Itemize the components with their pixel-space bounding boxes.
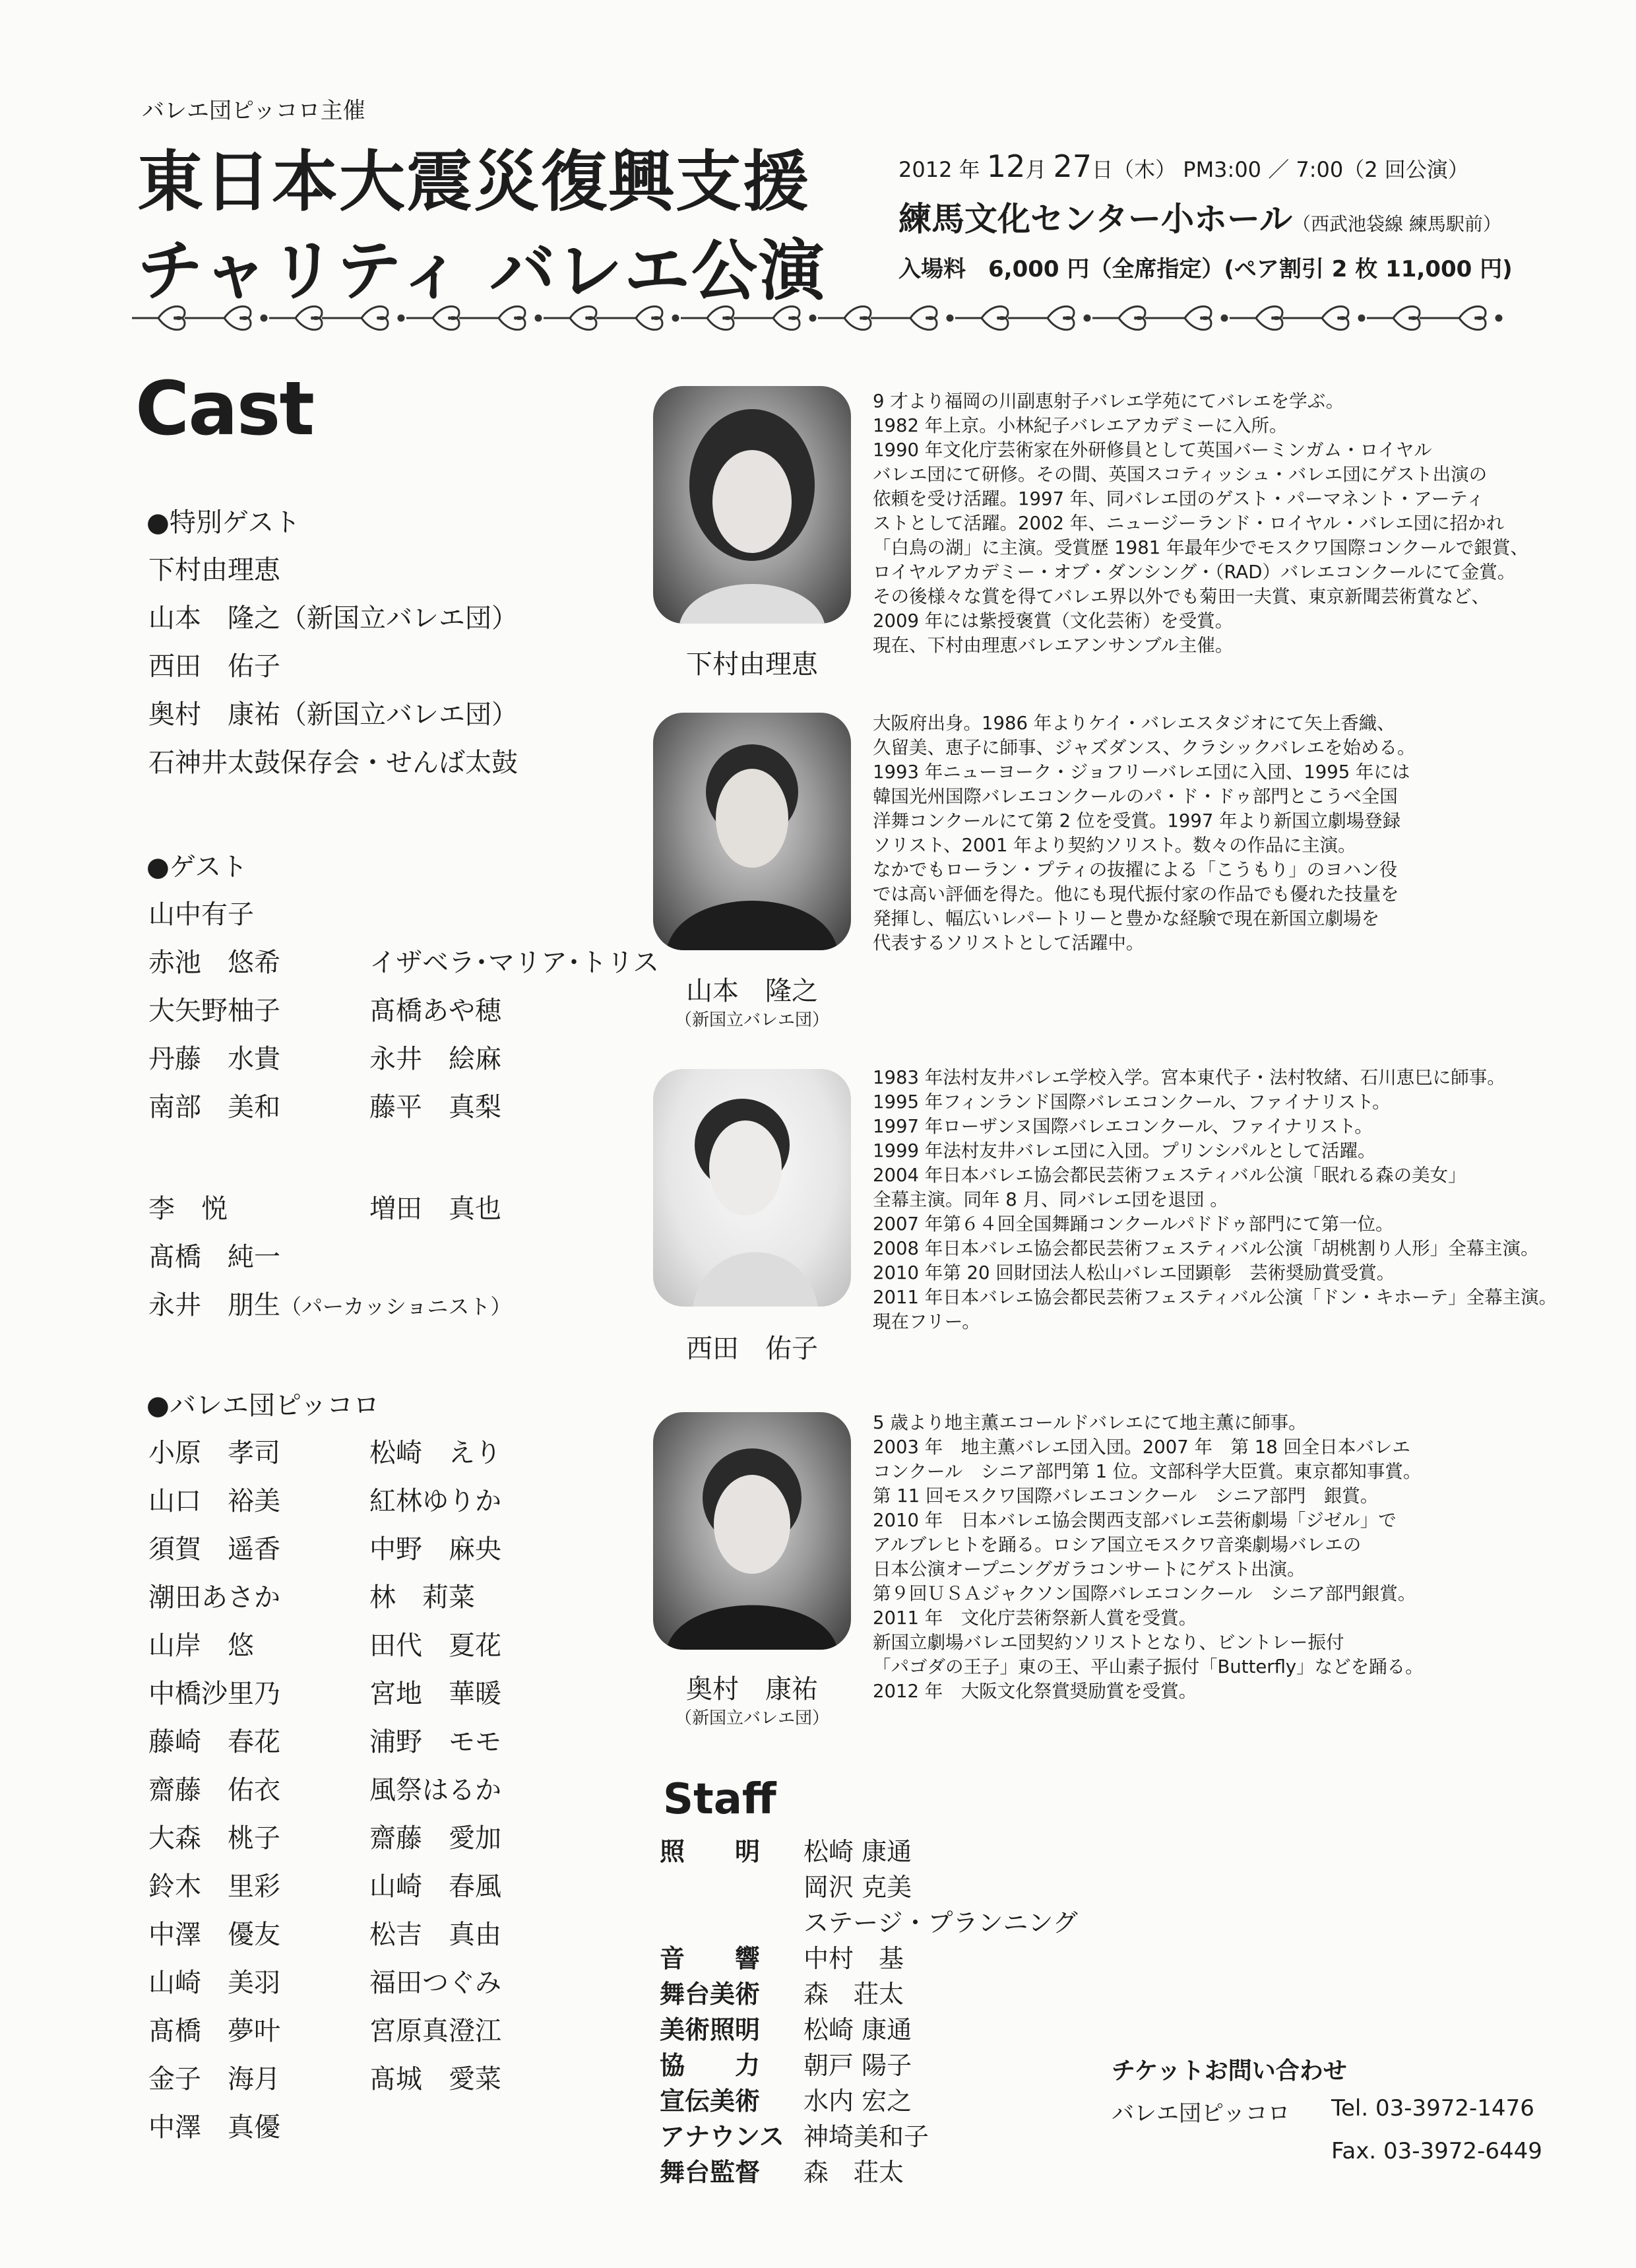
title-line-1: 東日本大震災復興支援 — [137, 143, 810, 220]
company-member-name: 宮原真澄江 — [369, 2016, 501, 2046]
date-month: 12 — [986, 148, 1026, 184]
venue-name: 練馬文化センター小ホール — [898, 200, 1292, 238]
cast-heading: Cast — [135, 366, 313, 452]
staff-role: アナウンス — [660, 2122, 784, 2151]
company-member-name: 山口 裕美 — [148, 1486, 280, 1516]
guest-name — [148, 1284, 511, 1322]
staff-role: 宣伝美術 — [660, 2087, 761, 2116]
event-price: 入場料 6,000 円（全席指定）(ペア割引 2 枚 11,000 円) — [898, 256, 1513, 282]
staff-role: 舞台監督 — [660, 2158, 761, 2187]
company-member-name: 藤崎 春花 — [148, 1727, 280, 1757]
contact-fax: Fax. 03-3972-6449 — [1331, 2138, 1542, 2164]
company-member-name: 潮田あさか — [148, 1582, 280, 1613]
company-member-name: 鈴木 里彩 — [148, 1871, 280, 1902]
profile-name: 奥村 康祐 — [686, 1674, 818, 1704]
staff-name: 森 荘太 — [803, 1980, 904, 2009]
guest-name: 赤池 悠希 — [148, 948, 280, 978]
company-member-name: 金子 海月 — [148, 2064, 280, 2094]
guest-name: 大矢野柚子 — [148, 996, 280, 1026]
profile-name: 山本 隆之 — [686, 976, 818, 1006]
company-member-name: 紅林ゆりか — [369, 1486, 501, 1516]
guest-name: 山中有子 — [148, 899, 254, 930]
company-member-name: 小原 孝司 — [148, 1438, 280, 1468]
guest-name: 増田 真也 — [369, 1194, 501, 1224]
staff-name: 水内 宏之 — [803, 2087, 912, 2116]
staff-role: 照 明 — [660, 1837, 761, 1866]
contact-tel: Tel. 03-3972-1476 — [1331, 2095, 1534, 2122]
guest-name: 髙橋あや穂 — [369, 996, 501, 1026]
company-member-name: 齋藤 愛加 — [369, 1823, 501, 1854]
profile-name: 西田 佑子 — [686, 1334, 818, 1364]
staff-role: 舞台美術 — [660, 1980, 761, 2009]
staff-role: 音 響 — [660, 1944, 761, 1973]
company-member-name: 齋藤 佑衣 — [148, 1775, 280, 1805]
company-member-name: 中橋沙里乃 — [148, 1679, 280, 1709]
special-guest-heading: ●特別ゲスト — [146, 507, 301, 538]
company-member-name: 髙城 愛菜 — [369, 2064, 501, 2094]
profile-photo-nishida — [653, 1069, 851, 1307]
guest-name: イザベラ･マリア･トリス — [369, 948, 660, 978]
special-guest-name: 下村由理恵 — [148, 555, 280, 585]
profile-name: 下村由理恵 — [686, 649, 818, 680]
date-time: （木） PM3:00 ／ 7:00（2 回公演） — [1113, 157, 1469, 182]
guest-name: 髙橋 純一 — [148, 1242, 280, 1272]
staff-name: 松崎 康通 — [803, 2015, 912, 2044]
company-member-name: 田代 夏花 — [369, 1631, 501, 1661]
company-member-name: 浦野 モモ — [369, 1727, 501, 1757]
staff-role: 美術照明 — [660, 2015, 761, 2044]
profile-photo-shimomura — [653, 386, 851, 624]
company-heading: ●バレエ団ピッコロ — [146, 1390, 380, 1421]
profile-bio: 大阪府出身。1986 年よりケイ・バレエスタジオにて矢上香織、 久留美、恵子に師事、ジャズダンス、クラシックバレエを始める。 1993 年ニューヨーク・ジョフリーバレエ団に入団、1995 年には 韓国光州国際バレエコンクールのパ・ド・ドゥ部門とこうべ全国 洋舞コンクールにて第 2 位を受賞。1997 年より新国立劇場登録 ソリスト、2001 年より契約ソリスト。数々の作品に主演。 なかでもローラン・プティの抜擢による「こうもり」のヨハン役 では高い評価を得た。他にも現代振付家の作品でも優れた技量を 発揮し、幅広いレパートリーと豊かな経験で現在新国立劇場を 代表するソリストとして活躍中。 — [873, 713, 1416, 954]
venue-access: （西武池袋線 練馬駅前） — [1292, 213, 1501, 235]
profile-bio: 1983 年法村友井バレエ学校入学。宮本東代子・法村牧緒、石川恵巳に師事。 1995 年フィンランド国際バレエコンクール、ファイナリスト。 1997 年ローザンヌ国際バレエコンクール、ファイナリスト。 1999 年法村友井バレエ団に入団。プリンシパルとして活躍。 2004 年日本バレエ協会都民芸術フェスティバル公演「眠れる森の美女」 全幕主演。同年 8 月、同バレエ団を退団 。 2007 年第６４回全国舞踊コンクールパドドゥ部門にて第一位。 2008 年日本バレエ協会都民芸術フェスティバル公演「胡桃割り人形」全幕主演。 2010 年第 20 回財団法人松山バレエ団顕彰 芸術奨励賞受賞。 2011 年日本バレエ協会都民芸術フェスティバル公演「ドン・キホーテ」全幕主演。 現在フリー。 — [873, 1067, 1557, 1332]
ornamental-divider — [132, 298, 1504, 338]
guest-name-text: 永井 朋生 — [148, 1290, 280, 1320]
profile-photo-yamamoto — [653, 713, 851, 950]
guest-heading: ●ゲスト — [146, 852, 248, 882]
staff-name: 森 荘太 — [803, 2158, 904, 2187]
profile-photo-okumura — [653, 1412, 851, 1650]
profile-affiliation: （新国立バレエ団） — [674, 1708, 829, 1728]
portrait-placeholder — [653, 386, 851, 624]
company-member-name: 髙橋 夢叶 — [148, 2016, 280, 2046]
organizer-line: バレエ団ピッコロ主催 — [142, 98, 365, 124]
company-member-name: 松崎 えり — [369, 1438, 501, 1468]
date-year: 2012 年 — [898, 157, 980, 182]
guest-name: 藤平 真梨 — [369, 1092, 501, 1122]
date-day: 27 — [1053, 148, 1092, 184]
portrait-placeholder — [653, 713, 851, 950]
special-guest-name: 西田 佑子 — [148, 651, 280, 682]
company-member-name: 中澤 優友 — [148, 1920, 280, 1950]
staff-name: 松崎 康通 — [803, 1837, 912, 1866]
company-member-name: 松吉 真由 — [369, 1920, 501, 1950]
staff-role: 協 力 — [660, 2051, 761, 2080]
title-line-2: チャリティ バレエ公演 — [137, 232, 826, 309]
staff-name: 神埼美和子 — [803, 2122, 929, 2151]
company-member-name: 福田つぐみ — [369, 1968, 501, 1998]
event-venue — [898, 193, 1501, 240]
guest-name: 丹藤 水貴 — [148, 1044, 280, 1074]
staff-name: 朝戸 陽子 — [803, 2051, 912, 2080]
guest-name: 南部 美和 — [148, 1092, 280, 1122]
percussionist-note: （パーカッショニスト） — [280, 1294, 512, 1319]
company-member-name: 山崎 春風 — [369, 1871, 501, 1902]
contact-title: チケットお問い合わせ — [1112, 2057, 1347, 2085]
staff-name: ステージ・プランニング — [803, 1908, 1078, 1937]
company-member-name: 宮地 華暖 — [369, 1679, 501, 1709]
company-member-name: 大森 桃子 — [148, 1823, 280, 1854]
staff-name: 中村 基 — [803, 1944, 904, 1973]
guest-name: 永井 絵麻 — [369, 1044, 501, 1074]
company-member-name: 中澤 真優 — [148, 2112, 280, 2143]
special-guest-name: 奥村 康祐（新国立バレエ団） — [148, 699, 518, 730]
event-date — [898, 148, 1469, 184]
profile-bio: 9 才より福岡の川副恵射子バレエ学苑にてバレエを学ぶ。 1982 年上京。小林紀子バレエアカデミーに入所。 1990 年文化庁芸術家在外研修員として英国バーミンガム・ロイヤル バレエ団にて研修。その間、英国スコティッシュ・バレエ団にゲスト出演の 依頼を受け活躍。1997 年、同バレエ団のゲスト・パーマネント・アーティ ストとして活躍。2002 年、ニュージーランド・ロイヤル・バレエ団に招かれ 「白鳥の湖」に主演。受賞歴 1981 年最年少でモスクワ国際コンクールで銀賞、 ロイヤルアカデミー・オブ・ダンシング・（RAD）バレエコンクールにて金賞。 その後様々な賞を得てバレエ界以外でも菊田一夫賞、東京新聞芸術賞など、 2009 年には紫授褒賞（文化芸術）を受賞。 現在、下村由理恵バレエアンサンブル主催。 — [873, 391, 1528, 656]
special-guest-name: 山本 隆之（新国立バレエ団） — [148, 603, 518, 633]
contact-org: バレエ団ピッコロ — [1112, 2100, 1290, 2127]
staff-name: 岡沢 克美 — [803, 1873, 912, 1902]
company-member-name: 須賀 遥香 — [148, 1534, 280, 1565]
company-member-name: 中野 麻央 — [369, 1534, 501, 1565]
portrait-placeholder — [653, 1069, 851, 1307]
special-guest-name: 石神井太鼓保存会・せんば太鼓 — [148, 748, 518, 778]
date-month-unit: 月 — [1025, 157, 1047, 182]
company-member-name: 山崎 美羽 — [148, 1968, 280, 1998]
staff-heading: Staff — [663, 1775, 776, 1824]
guest-name: 李 悦 — [148, 1194, 228, 1224]
company-member-name: 山岸 悠 — [148, 1631, 254, 1661]
company-member-name: 林 莉菜 — [369, 1582, 475, 1613]
company-member-name: 風祭はるか — [369, 1775, 501, 1805]
profile-bio: 5 歳より地主薫エコールドバレエにて地主薫に師事。 2003 年 地主薫バレエ団入団。2007 年 第 18 回全日本バレエ コンクール シニア部門第 1 位。文部科学大臣賞。東京都知事賞。 第 11 回モスクワ国際バレエコンクール シニア部門 銀賞。 2010 年 日本バレエ協会関西支部バレエ芸術劇場「ジゼル」で アルブレヒトを踊る。ロシア国立モスクワ音楽劇場バレエの 日本公演オープニングガラコンサートにゲスト出演。 第９回ＵＳＡジャクソン国際バレエコンクール シニア部門銀賞。 2011 年 文化庁芸術祭新人賞を受賞。 新国立劇場バレエ団契約ソリストとなり、ビントレー振付 「パゴダの王子」東の王、平山素子振付「Butterfly」などを踊る。 2012 年 大阪文化祭賞奨励賞を受賞。 — [873, 1412, 1424, 1702]
portrait-placeholder — [653, 1412, 851, 1650]
profile-affiliation: （新国立バレエ団） — [674, 1010, 829, 1030]
date-day-unit: 日 — [1092, 157, 1114, 182]
